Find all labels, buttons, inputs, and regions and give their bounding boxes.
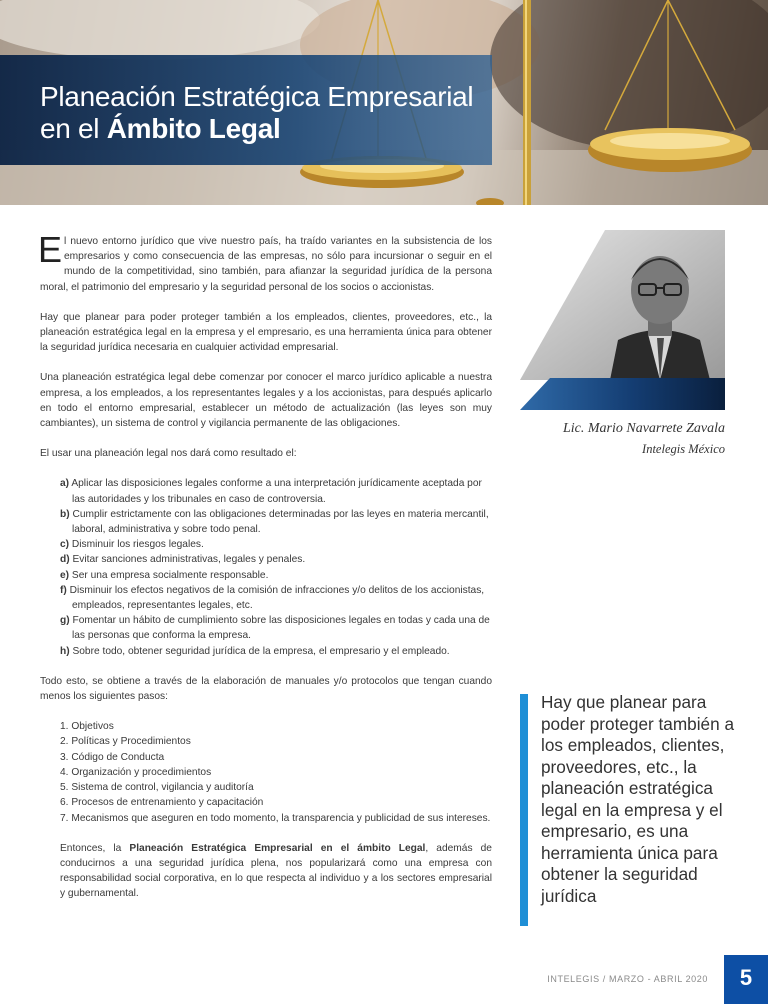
list-item <box>60 568 492 583</box>
conclusion-prefix: Entonces, la <box>60 842 130 854</box>
paragraph-results-intro: El usar una planeación legal nos dará como resultado el: <box>40 448 297 460</box>
page-title <box>40 81 473 145</box>
drop-cap: E <box>38 229 63 270</box>
step-item: 1. Objetivos <box>60 721 114 733</box>
list-item-key: g) <box>60 615 70 627</box>
list-item-text: Disminuir los efectos negativos de la comisión de infracciones y/o delitos de los accionistas, empleados, representantes legales, etc. <box>69 584 485 612</box>
step-item: 6. Procesos de entrenamiento y capacitación <box>60 797 264 809</box>
list-item-text: Aplicar las disposiciones legales conforme a una interpretación jurídicamente aceptada por las autoridades y los tribunales en caso de controversia. <box>71 478 482 505</box>
list-item <box>60 613 492 643</box>
quote-accent-bar <box>520 694 528 926</box>
intro-text: l nuevo entorno jurídico que vive nuestro país, ha traído variantes en la subsistencia de los empresarios y como consecuencia de las empresas, no sólo para incursionar o seguir en el mundo de la competitividad, sino también, para afianzar la seguridad jurídica de la persona moral, el patrimonio del empresario y la seguridad personal de los socios o accionistas. <box>40 236 492 293</box>
list-item-text: Ser una empresa socialmente responsable. <box>71 569 269 581</box>
step-item: 2. Políticas y Procedimientos <box>60 736 191 748</box>
conclusion-suffix: , además de conducirnos a una seguridad jurídica plena, nos popularizará como una empresa con responsabilidad social corporativa, en lo que respecta al individuo y a los sectores empresarial y gubernamental. <box>60 842 492 900</box>
intro-paragraph <box>38 229 492 295</box>
list-item <box>60 644 492 659</box>
step-item: 3. Código de Conducta <box>60 751 165 763</box>
list-item <box>60 583 492 613</box>
list-item <box>60 476 492 506</box>
list-item-key: e) <box>60 569 70 581</box>
paragraph-protection: Hay que planear para poder proteger también a los empleados, clientes, proveedores, etc., la planeación estratégica legal en la empresa y el empresario, es una herramienta única para obtener la seguridad jurídica necesaria en cualquier actividad empresarial. <box>40 311 492 354</box>
list-item-key: a) <box>60 478 70 490</box>
conclusion-paragraph <box>40 841 492 902</box>
title-box <box>0 55 492 165</box>
paragraph-framework: Una planeación estratégica legal debe comenzar por conocer el marco jurídico aplicable a nuestra empresa, a los empleados, a los representantes legales y a los accionistas, para después aplicarlo en todo el entorno empresarial, establecer un método de actualización (las leyes son muy cambiantes), un sistema de control y vigilancia permanente de las obligaciones. <box>40 372 492 430</box>
hero-image <box>0 0 768 205</box>
author-organization: Intelegis México <box>642 442 725 456</box>
list-item <box>60 552 492 567</box>
paragraph-steps-intro: Todo esto, se obtiene a través de la elaboración de manuales y/o protocolos que tengan cuando menos los siguientes pasos: <box>40 675 492 703</box>
list-item-key: c) <box>60 539 70 551</box>
list-item-key: d) <box>60 554 70 566</box>
list-item-key: f) <box>60 584 67 596</box>
title-line-2-prefix: en el <box>40 113 107 144</box>
author-portrait <box>520 220 725 412</box>
list-item-key: h) <box>60 645 70 657</box>
list-item-text: Fomentar un hábito de cumplimiento sobre las disposiciones legales en todas y cada una de las personas que conforma la empresa. <box>72 615 490 642</box>
author-name: Lic. Mario Navarrete Zavala <box>562 421 725 436</box>
list-item <box>60 507 492 537</box>
steps-list <box>60 719 492 825</box>
results-list <box>60 476 492 658</box>
pull-quote: Hay que planear para poder proteger también a los empleados, clientes, proveedores, etc., la planeación estratégica legal en la empresa y el empresario, es una herramienta única para obtener la seguridad jurídica <box>541 692 735 906</box>
list-item-text: Cumplir estrictamente con las obligaciones determinadas por las leyes en materia mercantil, laboral, administrativa y sobre todo penal. <box>72 508 489 536</box>
page-number: 5 <box>724 955 768 1004</box>
conclusion-bold: Planeación Estratégica Empresarial en el ámbito Legal <box>129 842 426 854</box>
title-line-1: Planeación Estratégica Empresarial <box>40 81 474 112</box>
article-body <box>38 229 492 917</box>
title-line-2-bold: Ámbito Legal <box>106 113 281 144</box>
issue-footer: INTELEGIS / MARZO - ABRIL 2020 <box>547 974 708 984</box>
list-item-text: Evitar sanciones administrativas, legales y penales. <box>72 554 306 566</box>
step-item: 5. Sistema de control, vigilancia y auditoría <box>60 782 254 794</box>
list-item-text: Disminuir los riesgos legales. <box>71 539 204 551</box>
list-item-text: Sobre todo, obtener seguridad jurídica de la empresa, el empresario y el empleado. <box>72 645 450 657</box>
step-item: 4. Organización y procedimientos <box>60 766 212 778</box>
list-item <box>60 537 492 552</box>
list-item-key: b) <box>60 508 70 520</box>
step-item: 7. Mecanismos que aseguren en todo momento, la transparencia y publicidad de sus intereses. <box>60 812 491 824</box>
